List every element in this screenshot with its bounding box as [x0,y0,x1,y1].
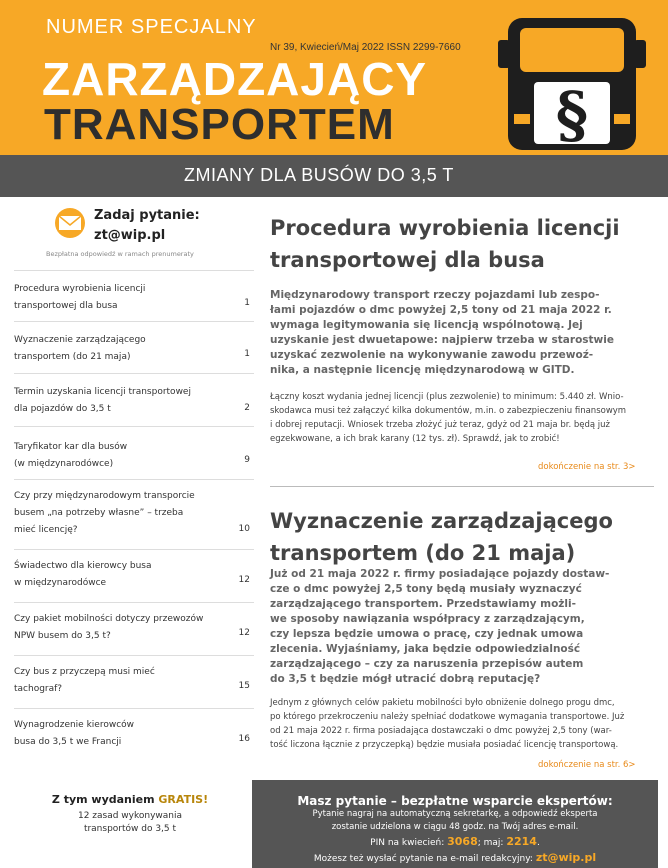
article1-title[interactable] [270,212,620,276]
pin-may: 2214 [506,835,537,848]
lead-line: czy lepsza będzie umowa o pracę, czy jednak umowa [270,628,584,640]
toc-item[interactable] [14,708,254,747]
toc-item-title: Czy przy międzynarodowym transporcie [14,491,195,501]
lead-line: we sposoby nawiązania współpracy z zarządzającym, [270,613,585,625]
gift-title-bold: GRATIS! [158,793,209,806]
toc-item-title: (w międzynarodówce) [14,459,114,469]
lead-line: zarządzającego transportem. Przedstawiamy możli- [270,598,576,610]
toc-item-title: Czy pakiet mobilności dotyczy przewozów [14,614,204,624]
toc-item-title: w międzynarodówce [14,578,107,588]
toc-item[interactable] [14,321,254,362]
article2-lead [270,567,609,687]
toc-item-page: 1 [244,298,250,308]
lead-line: zarządzającego – czy za naruszenia przepisów autem [270,658,584,670]
toc-item-title: mieć licencję? [14,525,78,535]
toc-item-title: Taryfikator kar dla busów [14,442,128,452]
toc-item-title: Świadectwo dla kierowcy busa [14,561,152,571]
toc-item-page: 15 [238,681,250,691]
svg-text:§: § [555,78,589,151]
body-line: i dobrej reputacji. Wniosek trzeba złożyć już teraz, gdyż od 21 maja br. będą już [270,420,610,430]
divider [270,486,654,487]
article2-body [270,696,658,752]
body-line: skodawca musi też załączyć kilka dokumentów, m.in. o zabezpieczeniu finansowym [270,406,627,416]
toc-item-title: busa do 3,5 t we Francji [14,737,122,747]
ask-title: Zadaj pytanie: [94,208,200,223]
toc-item-title: Wyznaczenie zarządzającego [14,335,146,345]
toc-item-title: Czy bus z przyczepą musi mieć [14,667,155,677]
support-pin [252,834,658,851]
toc-item-title: Termin uzyskania licencji transportowej [14,387,191,397]
toc-item-page: 12 [238,628,250,638]
toc-item-title: transportem (do 21 maja) [14,352,131,362]
gift-box [28,793,232,836]
title-line-2: TRANSPORTEM [44,100,395,149]
toc-item-page: 1 [244,349,250,359]
toc-item[interactable] [14,373,254,414]
toc-item[interactable] [14,655,254,694]
envelope-icon [50,208,90,238]
toc-item[interactable] [14,549,254,588]
lead-line: cze o dmc powyżej 2,5 tony będą musiały wyznaczyć [270,583,582,595]
toc-item-title: busem „na potrzeby własne” – trzeba [14,508,184,518]
toc-item-page: 10 [238,524,250,534]
pin-suffix: . [536,838,540,848]
lead-line: wymaga legitymowania się licencją wspólnotową. Jej [270,319,583,331]
article1-title-line: transportowej dla busa [270,248,545,272]
toc-item[interactable] [14,479,254,535]
body-line: Łączny koszt wydania jednej licencji (plus zezwolenie) to minimum: 5.440 zł. Wnio- [270,392,624,402]
article2-title-line: transportem (do 21 maja) [270,541,576,565]
article1-title-line: Procedura wyrobienia licencji [270,216,620,240]
gift-line: transportów do 3,5 t [83,824,177,834]
support-line: Pytanie nagraj na automatyczną sekretarkę, a odpowiedź eksperta [312,809,598,819]
lead-line: zlecenia. Wyjaśniamy, jaka będzie odpowiedzialność [270,643,581,655]
body-line: egzekwowane, a ich brak karany (12 tys. zł). Sprawdź, jak to zrobić! [270,434,560,444]
lead-line: do 3,5 t będzie mógł utracić dobrą reputację? [270,673,541,685]
article2-continued-link[interactable]: dokończenie na str. 6> [538,760,636,770]
gift-title-prefix: Z tym wydaniem [51,793,159,806]
lead-line: nika, a następnie licencję międzynarodową w GITD. [270,364,575,376]
toc-item-page: 16 [238,734,250,744]
toc-item[interactable] [14,602,254,641]
toc-item-title: tachograf? [14,684,63,694]
expert-support-box [252,780,658,868]
toc-item-title: NPW busem do 3,5 t? [14,631,111,641]
lead-line: łami pojazdów o dmc powyżej 2,5 tony od 21 maja 2022 r. [270,304,612,316]
support-email-link[interactable]: zt@wip.pl [535,851,597,864]
article1-body [270,390,658,446]
article1-lead [270,288,614,378]
article2-title[interactable] [270,505,613,569]
toc-item-title: dla pojazdów do 3,5 t [14,404,111,414]
pin-april: 3068 [447,835,478,848]
lead-line: uzyskanie jest dwuetapowe: najpierw trzeba w starostwie [270,334,614,346]
special-edition-label: NUMER SPECJALNY [46,16,257,38]
article2-title-line: Wyznaczenie zarządzającego [270,509,613,533]
toc-item[interactable] [14,426,254,469]
subtitle: ZMIANY DLA BUSÓW DO 3,5 T [184,165,454,185]
support-title: Masz pytanie – bezpłatne wsparcie ekspertów: [297,794,613,808]
issue-info: Nr 39, Kwiecień/Maj 2022 ISSN 2299-7660 [270,42,461,53]
toc-item[interactable] [14,270,254,311]
pin-label: PIN na kwiecień: [370,838,448,848]
masthead [0,0,668,155]
toc-item-page: 9 [244,455,250,465]
body-line: Jednym z głównych celów pakietu mobilności było obniżenie dolnego progu dmc, [270,698,615,708]
toc-item-page: 12 [238,575,250,585]
title-line-1: ZARZĄDZAJĄCY [42,53,428,105]
toc-item-page: 2 [244,403,250,413]
ask-email[interactable]: zt@wip.pl [94,228,166,243]
subtitle-band [0,155,668,197]
gift-title [28,793,232,806]
toc-item-title: Wynagrodzenie kierowców [14,720,135,730]
body-line: po którego przekroczeniu należy spełniać dodatkowe wymagania transportowe. Już [270,712,625,722]
mail-label: Możesz też wysłać pytanie na e-mail redakcyjny: [313,854,536,864]
support-line: zostanie udzielona w ciągu 48 godz. na Twój adres e-mail. [331,822,579,832]
toc-item-title: transportowej dla busa [14,301,118,311]
gift-line: 12 zasad wykonywania [77,811,183,821]
article1-continued-link[interactable]: dokończenie na str. 3> [538,462,636,472]
toc-item-title: Procedura wyrobienia licencji [14,284,146,294]
lead-line: uzyskać zezwolenie na wykonywanie zawodu przewoź- [270,349,594,361]
ask-note: Bezpłatna odpowiedź w ramach prenumeraty [46,250,194,258]
support-mail [252,851,658,864]
body-line: od 21 maja 2022 r. firma posiadająca dostawczaki o dmc powyżej 2,5 tony (war- [270,726,612,736]
lead-line: Międzynarodowy transport rzeczy pojazdami lub zespo- [270,289,600,301]
body-line: tość liczona łącznie z przyczepką) będzie musiała posiadać licencję transportową. [270,740,619,750]
lead-line: Już od 21 maja 2022 r. firmy posiadające pojazdy dostaw- [270,568,610,580]
truck-paragraph-icon [494,10,650,156]
pin-mid: ; maj: [477,838,507,848]
